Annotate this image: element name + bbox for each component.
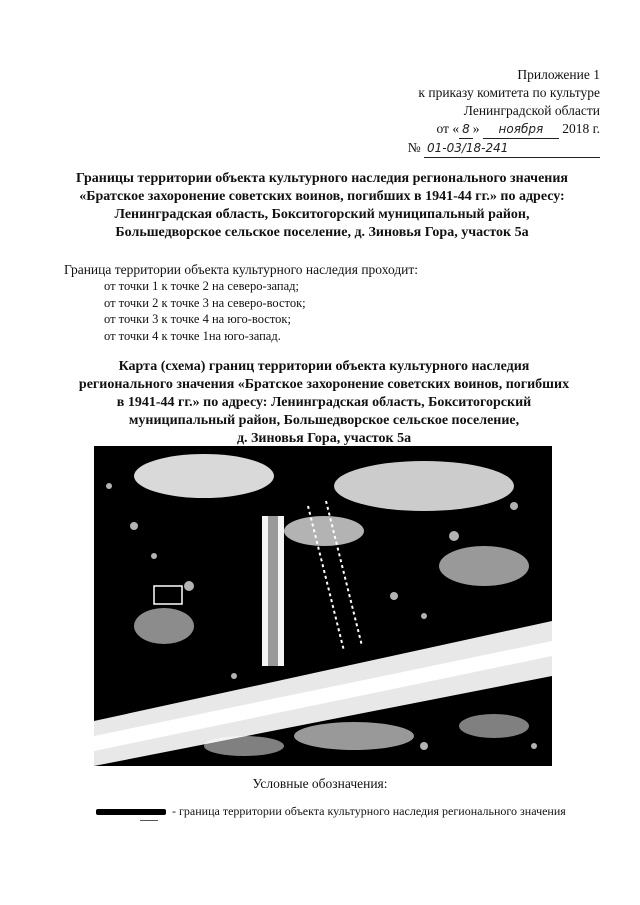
annex-date: от « 8 » ноября 2018 г. <box>408 120 600 139</box>
boundary-item: от точки 1 к точке 2 на северо-запад; <box>104 279 300 293</box>
legend-item-label: - граница территории объекта культурного наследия регионального значения <box>172 804 566 818</box>
boundary-line-symbol <box>96 809 166 815</box>
annex-day: 8 <box>459 120 473 139</box>
annex-month: ноября <box>483 120 559 139</box>
legend-item <box>96 804 566 819</box>
boundary-item: от точки 4 к точке 1на юго-запад. <box>104 328 281 343</box>
annex-number: № 01-03/18-241 <box>408 139 600 158</box>
annex-line-3: Ленинградской области <box>463 103 600 118</box>
map-scheme-image <box>94 446 552 766</box>
annex-header <box>408 66 600 158</box>
legend-title: Условные обозначения: <box>252 776 388 791</box>
map-scheme-svg <box>94 446 552 766</box>
boundary-list <box>104 278 306 344</box>
annex-year: 2018 г. <box>562 121 600 136</box>
boundary-item: от точки 3 к точке 4 на юго-восток; <box>104 312 291 326</box>
annex-number-value: 01-03/18-241 <box>424 139 600 158</box>
annex-line-1: Приложение 1 <box>517 67 600 82</box>
annex-line-2: к приказу комитета по культуре <box>418 85 600 100</box>
boundary-intro: Граница территории объекта культурного наследия проходит: <box>64 262 419 277</box>
map-title: Карта (схема) границ территории объекта культурного наследия регионального значения «Братское захоронение советских воинов, погибших в 1941-44 гг.» по адресу: Ленинградская область, Бокситогорский муниципальный район, Большедворское сельское поселение, д. Зиновья Гора, участок 5а <box>78 359 570 446</box>
boundary-item: от точки 2 к точке 3 на северо-восток; <box>104 295 306 310</box>
document-title: Границы территории объекта культурного наследия регионального значения «Братское захоронение советских воинов, погибших в 1941-44 гг.» по адресу: Ленинградская область, Бокситогорский муниципальный район, Большедворское сельское поселение, д. Зиновья Гора, участок 5а <box>75 171 568 240</box>
